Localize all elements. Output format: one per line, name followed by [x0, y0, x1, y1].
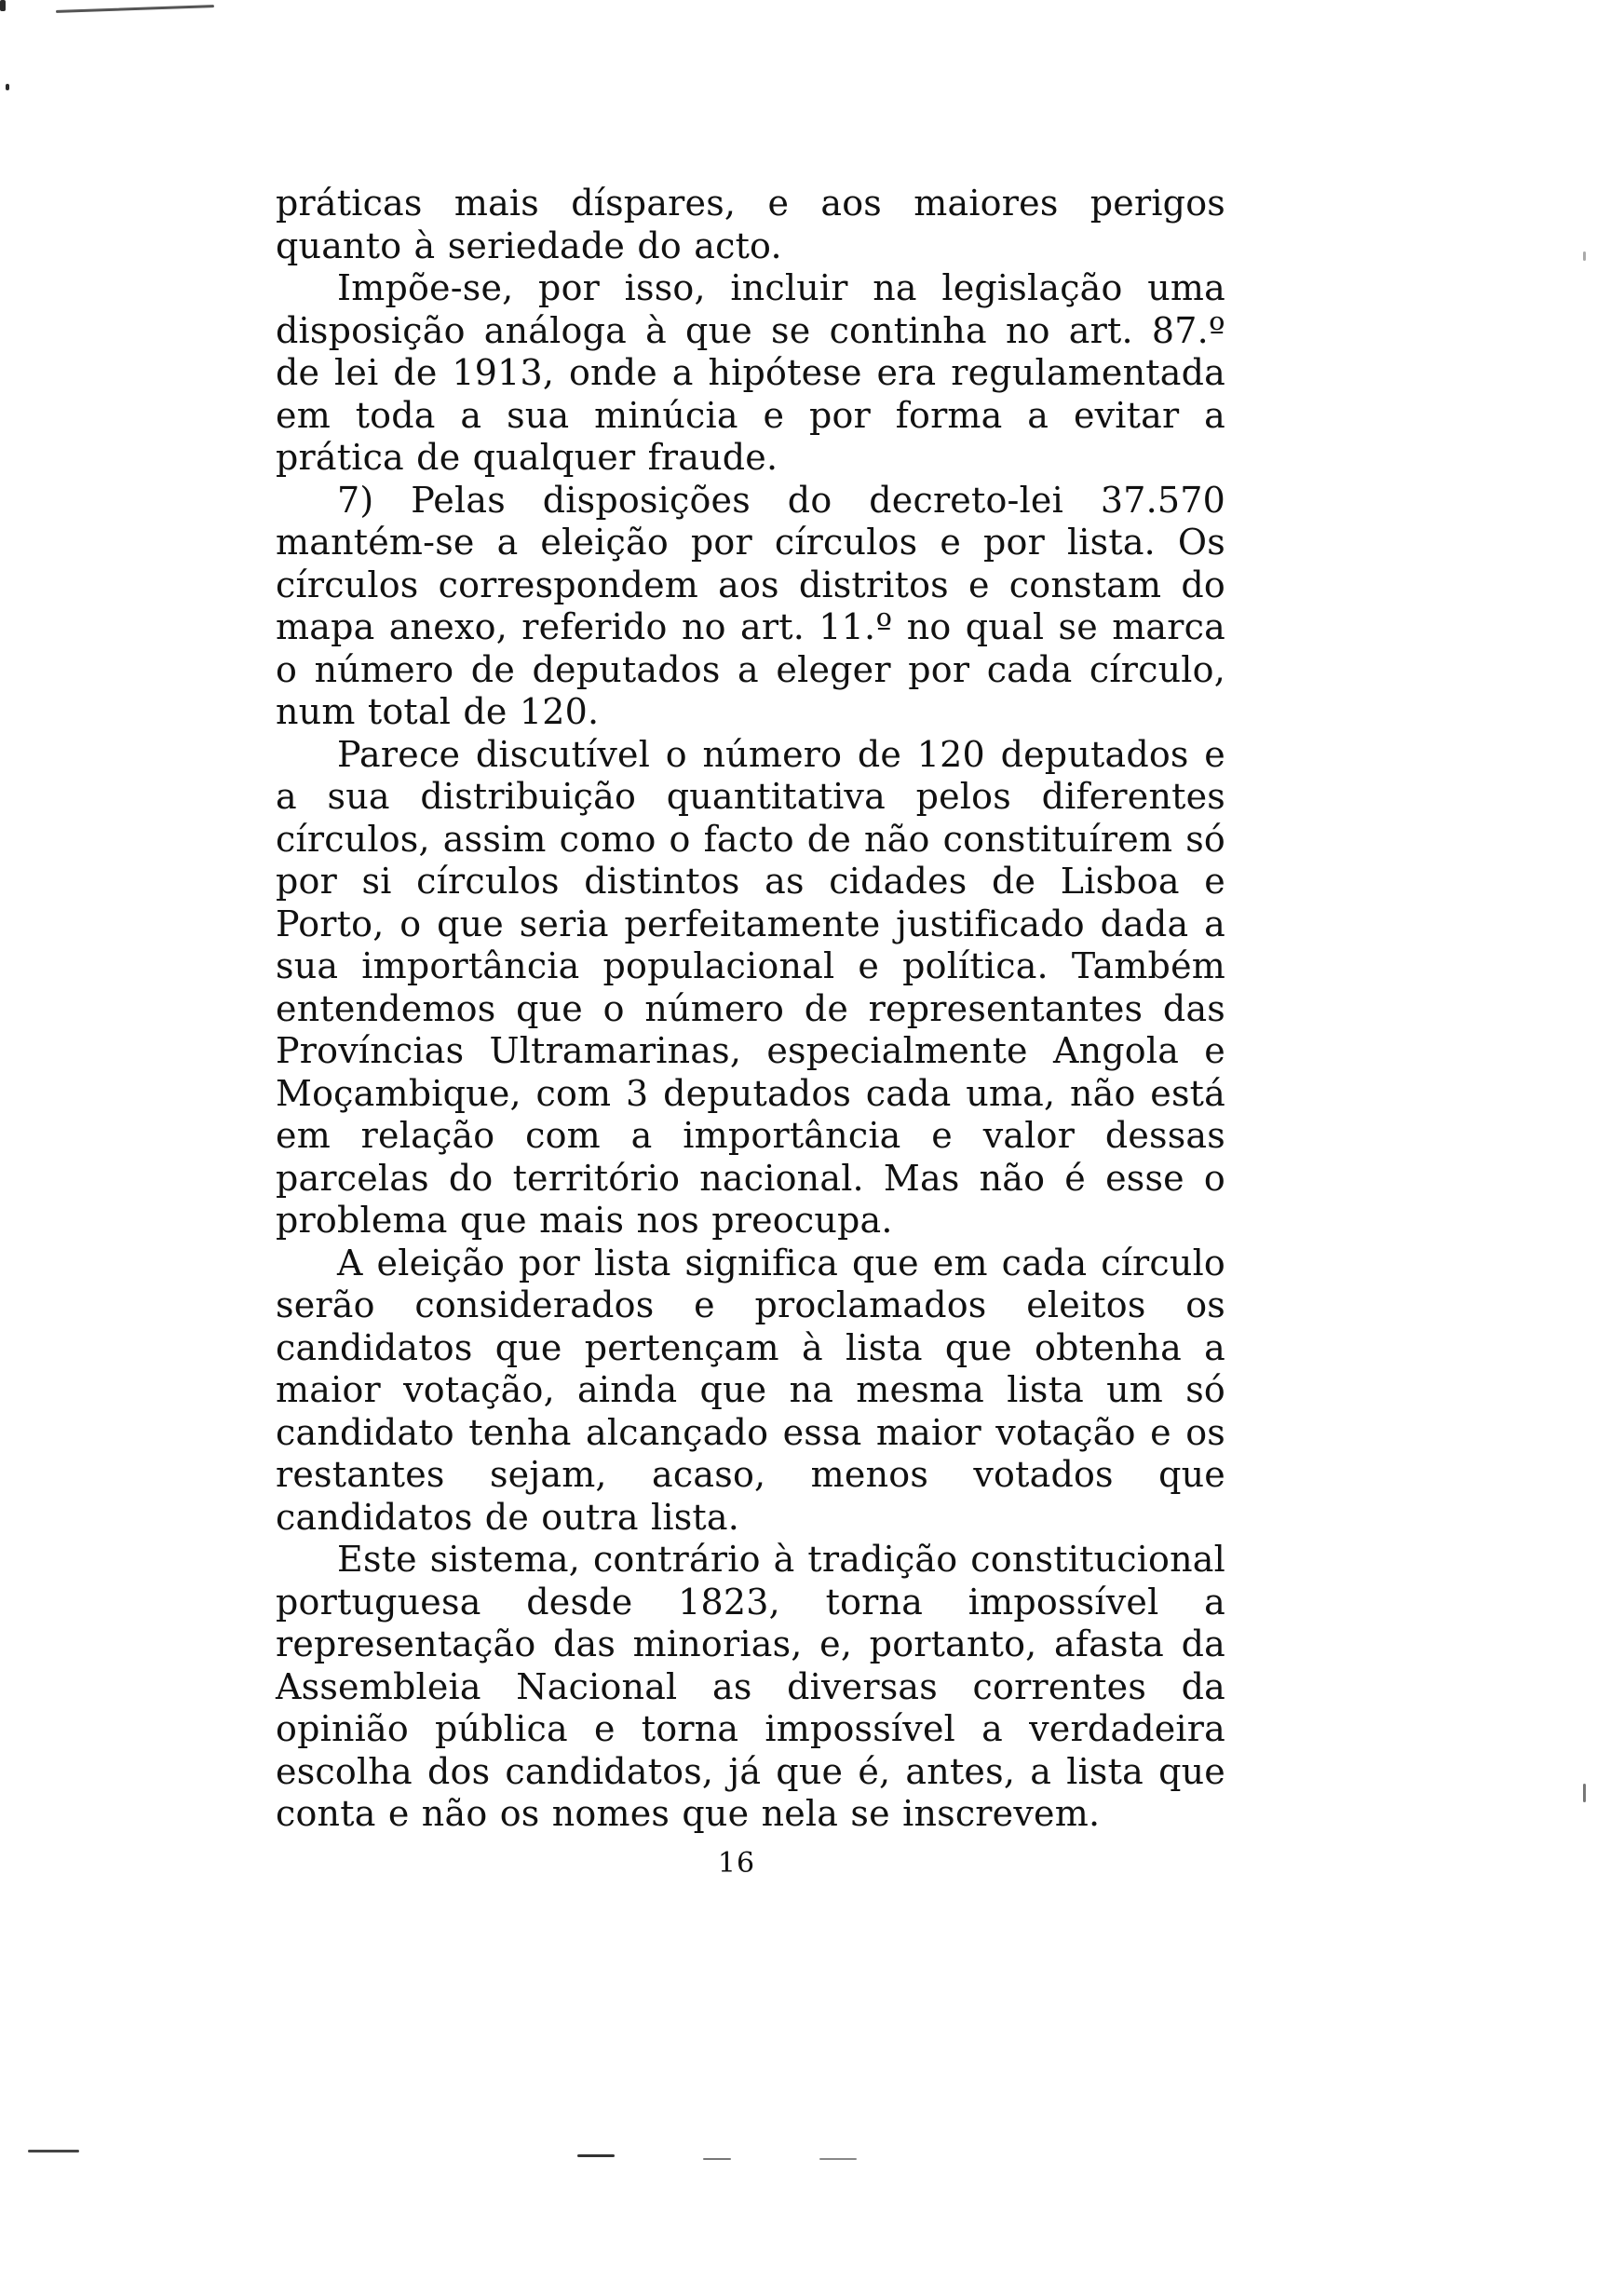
scan-artifact: [1583, 251, 1586, 261]
scan-artifact: [0, 0, 6, 11]
page-number: 16: [717, 1847, 756, 1880]
scan-artifact: [1583, 1784, 1586, 1802]
paragraph: Este sistema, contrário à tradição constitucional portuguesa desde 1823, torna impossível a representação das minorias, e, portanto, afasta da Assembleia Nacional as diversas correntes da opinião pública e torna impossível a verdadeira escolha dos candidatos, já que é, antes, a lista que conta e não os nomes que nela se inscrevem.: [276, 1539, 1225, 1834]
scan-artifact: [6, 84, 9, 90]
paragraph-continuation: práticas mais díspares, e aos maiores perigos quanto à seriedade do acto.: [276, 183, 1225, 266]
scan-artifact: [56, 5, 214, 13]
scan-artifact: [703, 2158, 731, 2160]
scan-artifact: [28, 2150, 79, 2152]
body-text: [276, 183, 1225, 1836]
scan-artifact: [577, 2154, 615, 2157]
paragraph: 7) Pelas disposições do decreto-lei 37.570 mantém-se a eleição por círculos e por lista. Os círculos correspondem aos distritos e constam do mapa anexo, referido no art. 11.º no qual se marca o número de deputados a eleger por cada círculo, num total de 120.: [276, 479, 1225, 732]
paragraph: Parece discutível o número de 120 deputados e a sua distribuição quantitativa pelos diferentes círculos, assim como o facto de não constituírem só por si círculos distintos as cidades de Lisboa e Porto, o que seria perfeitamente justificado dada a sua importância populacional e política. Também entendemos que o número de representantes das Províncias Ultramarinas, especialmente Angola e Moçambique, com 3 deputados cada uma, não está em relação com a importância e valor dessas parcelas do território nacional. Mas não é esse o problema que mais nos preocupa.: [276, 733, 1225, 1241]
scan-artifact: [819, 2158, 857, 2160]
paragraph: Impõe-se, por isso, incluir na legislação uma disposição análoga à que se continha no art. 87.º de lei de 1913, onde a hipótese era regulamentada em toda a sua minúcia e por forma a evitar a prática de qualquer fraude.: [276, 267, 1225, 478]
paragraph: A eleição por lista significa que em cada círculo serão considerados e proclamados eleitos os candidatos que pertençam à lista que obtenha a maior votação, ainda que na mesma lista um só candidato tenha alcançado essa maior votação e os restantes sejam, acaso, menos votados que candidatos de outra lista.: [276, 1242, 1225, 1538]
